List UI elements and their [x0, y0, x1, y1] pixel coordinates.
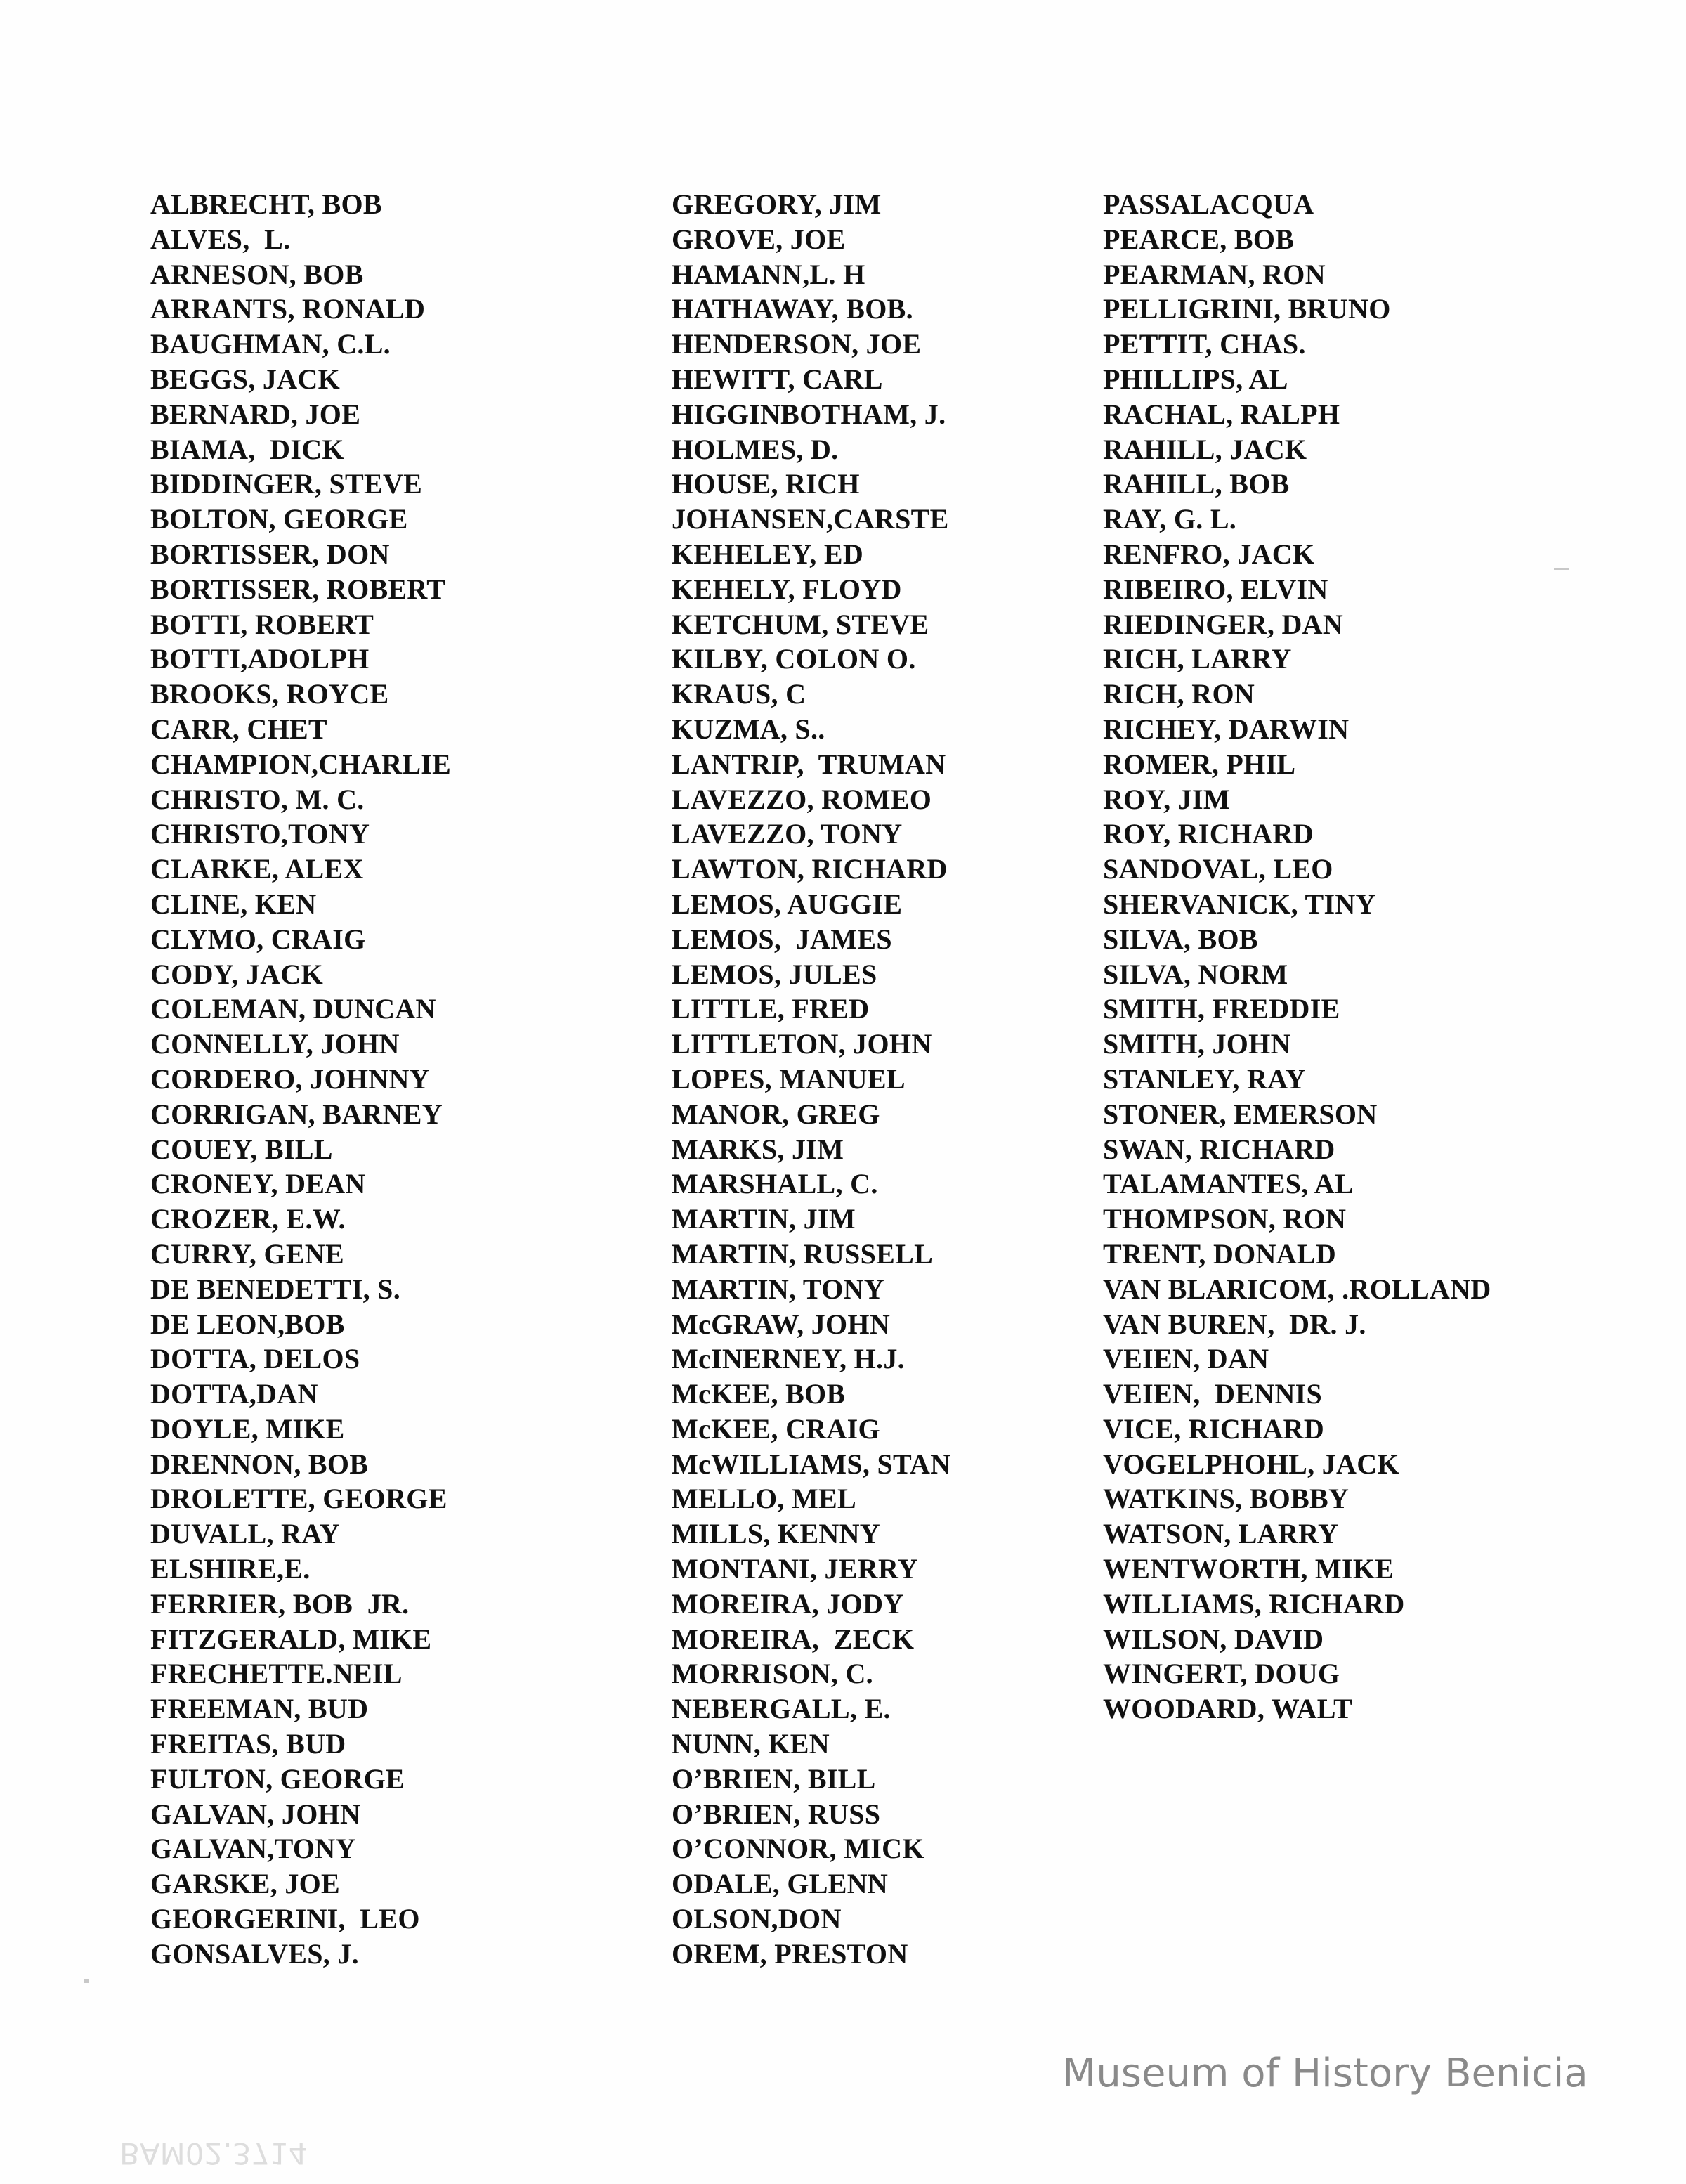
- name-entry: GALVAN,TONY: [150, 1833, 356, 1865]
- name-entry: HATHAWAY, BOB.: [672, 293, 913, 325]
- name-entry: VEIEN, DAN: [1103, 1343, 1269, 1375]
- name-entry: MILLS, KENNY: [672, 1518, 880, 1550]
- name-entry: KRAUS, C: [672, 678, 806, 710]
- name-entry: OREM, PRESTON: [672, 1937, 908, 1970]
- name-entry: RICHEY, DARWIN: [1103, 713, 1350, 745]
- name-entry: OLSON,DON: [672, 1903, 842, 1935]
- name-entry: O’CONNOR, MICK: [672, 1833, 924, 1865]
- name-entry: RICH, RON: [1103, 678, 1255, 710]
- name-entry: BOTTI,ADOLPH: [150, 643, 370, 675]
- name-entry: CLINE, KEN: [150, 888, 317, 920]
- name-entry: FULTON, GEORGE: [150, 1762, 405, 1795]
- name-entry: McWILLIAMS, STAN: [672, 1448, 951, 1480]
- name-entry: DOYLE, MIKE: [150, 1412, 345, 1445]
- name-entry: McINERNEY, H.J.: [672, 1343, 905, 1375]
- name-entry: CLYMO, CRAIG: [150, 923, 366, 955]
- name-entry: STONER, EMERSON: [1103, 1098, 1378, 1130]
- name-entry: HOUSE, RICH: [672, 468, 860, 500]
- name-entry: SILVA, NORM: [1103, 958, 1288, 990]
- name-entry: ROMER, PHIL: [1103, 748, 1296, 780]
- name-entry: RAHILL, JACK: [1103, 433, 1307, 465]
- name-entry: RIEDINGER, DAN: [1103, 608, 1344, 640]
- name-entry: FRECHETTE.NEIL: [150, 1658, 403, 1690]
- name-entry: WATSON, LARRY: [1103, 1518, 1339, 1550]
- name-entry: VOGELPHOHL, JACK: [1103, 1448, 1399, 1480]
- name-entry: WENTWORTH, MIKE: [1103, 1553, 1394, 1585]
- name-entry: ALVES, L.: [150, 223, 291, 255]
- name-entry: LAVEZZO, ROMEO: [672, 783, 932, 815]
- name-entry: ARNESON, BOB: [150, 258, 364, 290]
- name-entry: SHERVANICK, TINY: [1103, 888, 1376, 920]
- name-entry: DUVALL, RAY: [150, 1518, 341, 1550]
- name-entry: KEHELY, FLOYD: [672, 573, 902, 605]
- name-entry: MORRISON, C.: [672, 1658, 873, 1690]
- name-entry: THOMPSON, RON: [1103, 1203, 1347, 1235]
- name-entry: WINGERT, DOUG: [1103, 1658, 1340, 1690]
- name-entry: NEBERGALL, E.: [672, 1693, 891, 1725]
- name-entry: FREITAS, BUD: [150, 1728, 346, 1760]
- name-entry: DE LEON,BOB: [150, 1308, 345, 1340]
- paper-speck: [84, 1979, 89, 1983]
- name-entry: BAUGHMAN, C.L.: [150, 328, 391, 360]
- name-entry: SWAN, RICHARD: [1103, 1133, 1335, 1165]
- name-entry: O’BRIEN, RUSS: [672, 1798, 881, 1830]
- name-entry: JOHANSEN,CARSTE: [672, 503, 949, 535]
- name-entry: KETCHUM, STEVE: [672, 608, 929, 640]
- name-entry: RIBEIRO, ELVIN: [1103, 573, 1328, 605]
- name-entry: GARSKE, JOE: [150, 1868, 341, 1900]
- name-entry: GREGORY, JIM: [672, 188, 882, 220]
- name-entry: ARRANTS, RONALD: [150, 293, 426, 325]
- name-entry: CHRISTO, M. C.: [150, 783, 365, 815]
- name-column-1: [150, 187, 451, 1972]
- name-entry: ROY, RICHARD: [1103, 818, 1314, 850]
- name-entry: RENFRO, JACK: [1103, 538, 1315, 570]
- name-entry: WATKINS, BOBBY: [1103, 1483, 1350, 1515]
- name-entry: RAY, G. L.: [1103, 503, 1237, 535]
- name-entry: CARR, CHET: [150, 713, 327, 745]
- name-entry: MOREIRA, ZECK: [672, 1623, 915, 1655]
- name-entry: MONTANI, JERRY: [672, 1553, 918, 1585]
- name-entry: McKEE, BOB: [672, 1378, 846, 1410]
- name-entry: FREEMAN, BUD: [150, 1693, 369, 1725]
- name-entry: CONNELLY, JOHN: [150, 1028, 400, 1060]
- name-entry: MELLO, MEL: [672, 1483, 857, 1515]
- name-entry: BERNARD, JOE: [150, 398, 361, 430]
- name-entry: BORTISSER, DON: [150, 538, 390, 570]
- name-entry: MARTIN, JIM: [672, 1203, 856, 1235]
- name-entry: RACHAL, RALPH: [1103, 398, 1340, 430]
- name-entry: PEARCE, BOB: [1103, 223, 1295, 255]
- name-entry: BOTTI, ROBERT: [150, 608, 374, 640]
- name-entry: RICH, LARRY: [1103, 643, 1292, 675]
- name-entry: SMITH, JOHN: [1103, 1028, 1291, 1060]
- name-entry: CORRIGAN, BARNEY: [150, 1098, 443, 1130]
- name-entry: VAN BLARICOM, .ROLLAND: [1103, 1273, 1491, 1305]
- name-entry: BIDDINGER, STEVE: [150, 468, 423, 500]
- name-entry: CROZER, E.W.: [150, 1203, 346, 1235]
- name-entry: McKEE, CRAIG: [672, 1412, 880, 1445]
- name-entry: KILBY, COLON O.: [672, 643, 916, 675]
- name-entry: DRENNON, BOB: [150, 1448, 369, 1480]
- name-entry: WILSON, DAVID: [1103, 1623, 1324, 1655]
- name-entry: ODALE, GLENN: [672, 1868, 889, 1900]
- name-entry: PASSALACQUA: [1103, 188, 1314, 220]
- name-entry: SANDOVAL, LEO: [1103, 853, 1333, 885]
- name-entry: O’BRIEN, BILL: [672, 1762, 876, 1795]
- name-entry: BORTISSER, ROBERT: [150, 573, 446, 605]
- name-entry: BOLTON, GEORGE: [150, 503, 408, 535]
- name-entry: WILLIAMS, RICHARD: [1103, 1587, 1405, 1620]
- name-entry: COLEMAN, DUNCAN: [150, 993, 436, 1025]
- name-entry: LITTLE, FRED: [672, 993, 870, 1025]
- name-entry: NUNN, KEN: [672, 1728, 830, 1760]
- name-entry: ROY, JIM: [1103, 783, 1230, 815]
- name-entry: LAVEZZO, TONY: [672, 818, 903, 850]
- name-entry: CODY, JACK: [150, 958, 323, 990]
- name-entry: MARTIN, RUSSELL: [672, 1237, 934, 1270]
- name-entry: KUZMA, S..: [672, 713, 825, 745]
- name-entry: CORDERO, JOHNNY: [150, 1062, 430, 1095]
- name-entry: STANLEY, RAY: [1103, 1062, 1306, 1095]
- name-entry: GONSALVES, J.: [150, 1937, 359, 1970]
- name-entry: PEARMAN, RON: [1103, 258, 1326, 290]
- name-entry: MOREIRA, JODY: [672, 1587, 904, 1620]
- name-entry: PHILLIPS, AL: [1103, 363, 1288, 395]
- name-entry: WOODARD, WALT: [1103, 1693, 1353, 1725]
- name-entry: KEHELEY, ED: [672, 538, 864, 570]
- name-entry: MARKS, JIM: [672, 1133, 844, 1165]
- name-entry: FERRIER, BOB JR.: [150, 1587, 410, 1620]
- name-entry: GROVE, JOE: [672, 223, 846, 255]
- name-entry: FITZGERALD, MIKE: [150, 1623, 432, 1655]
- name-entry: COUEY, BILL: [150, 1133, 333, 1165]
- name-entry: GALVAN, JOHN: [150, 1798, 361, 1830]
- name-entry: LEMOS, AUGGIE: [672, 888, 903, 920]
- name-entry: MARSHALL, C.: [672, 1168, 878, 1200]
- name-entry: SMITH, FREDDIE: [1103, 993, 1340, 1025]
- name-entry: HOLMES, D.: [672, 433, 839, 465]
- faint-accession-mark: BAM02.3714: [119, 2136, 308, 2171]
- name-entry: DROLETTE, GEORGE: [150, 1483, 447, 1515]
- name-entry: BIAMA, DICK: [150, 433, 344, 465]
- name-entry: PELLIGRINI, BRUNO: [1103, 293, 1391, 325]
- name-column-2: [672, 187, 950, 1972]
- name-entry: CRONEY, DEAN: [150, 1168, 366, 1200]
- name-entry: BEGGS, JACK: [150, 363, 341, 395]
- name-entry: CHRISTO,TONY: [150, 818, 370, 850]
- name-entry: PETTIT, CHAS.: [1103, 328, 1306, 360]
- name-entry: GEORGERINI, LEO: [150, 1903, 420, 1935]
- name-entry: BROOKS, ROYCE: [150, 678, 389, 710]
- name-entry: McGRAW, JOHN: [672, 1308, 891, 1340]
- name-entry: HAMANN,L. H: [672, 258, 865, 290]
- name-entry: HENDERSON, JOE: [672, 328, 922, 360]
- name-entry: MARTIN, TONY: [672, 1273, 884, 1305]
- name-entry: VEIEN, DENNIS: [1103, 1378, 1323, 1410]
- name-entry: SILVA, BOB: [1103, 923, 1258, 955]
- name-entry: DOTTA, DELOS: [150, 1343, 360, 1375]
- museum-watermark: Museum of History Benicia: [1062, 2050, 1588, 2096]
- name-entry: LANTRIP, TRUMAN: [672, 748, 946, 780]
- name-entry: TRENT, DONALD: [1103, 1237, 1337, 1270]
- name-entry: LEMOS, JULES: [672, 958, 877, 990]
- name-entry: DOTTA,DAN: [150, 1378, 318, 1410]
- name-entry: LEMOS, JAMES: [672, 923, 892, 955]
- paper-speck: [1554, 568, 1569, 570]
- name-entry: ELSHIRE,E.: [150, 1553, 311, 1585]
- name-entry: LOPES, MANUEL: [672, 1062, 906, 1095]
- name-entry: CLARKE, ALEX: [150, 853, 364, 885]
- name-entry: HEWITT, CARL: [672, 363, 883, 395]
- name-entry: RAHILL, BOB: [1103, 468, 1290, 500]
- name-entry: MANOR, GREG: [672, 1098, 880, 1130]
- name-entry: LAWTON, RICHARD: [672, 853, 948, 885]
- name-column-3: [1103, 187, 1491, 1727]
- name-entry: CURRY, GENE: [150, 1237, 345, 1270]
- name-entry: CHAMPION,CHARLIE: [150, 748, 452, 780]
- name-entry: LITTLETON, JOHN: [672, 1028, 932, 1060]
- name-entry: TALAMANTES, AL: [1103, 1168, 1354, 1200]
- name-entry: DE BENEDETTI, S.: [150, 1273, 401, 1305]
- name-entry: ALBRECHT, BOB: [150, 188, 382, 220]
- name-entry: VAN BUREN, DR. J.: [1103, 1308, 1366, 1340]
- name-entry: HIGGINBOTHAM, J.: [672, 398, 946, 430]
- name-entry: VICE, RICHARD: [1103, 1412, 1325, 1445]
